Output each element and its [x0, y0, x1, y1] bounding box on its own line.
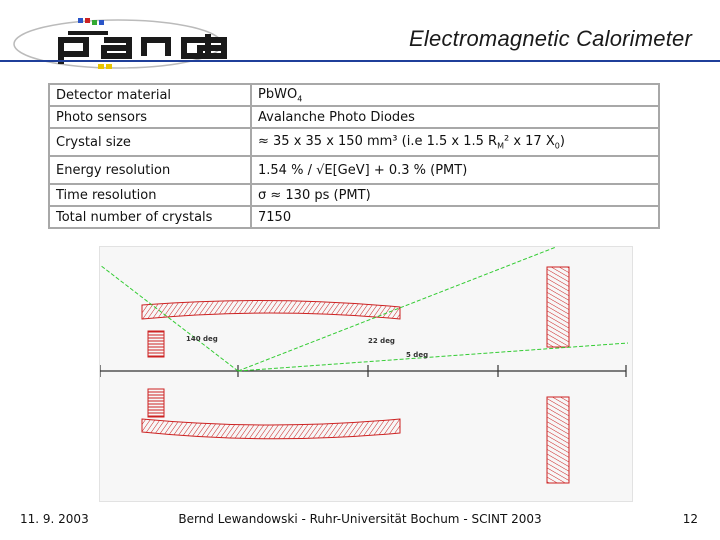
header-rule [0, 60, 720, 62]
row-label: Detector material [49, 84, 251, 106]
backward-endcap-upper [148, 331, 164, 357]
table-row [49, 184, 659, 206]
barrel-lower [142, 419, 400, 439]
angle-label: 22 deg [368, 337, 395, 345]
table-row [49, 84, 659, 106]
row-value: 1.54 % / √E[GeV] + 0.3 % (PMT) [251, 156, 659, 184]
row-value: 7150 [251, 206, 659, 228]
forward-endcap-upper [547, 267, 569, 347]
table-row [49, 156, 659, 184]
page-number: 12 [682, 512, 698, 526]
backward-endcap-lower [148, 389, 164, 417]
row-value: Avalanche Photo Diodes [251, 106, 659, 128]
logo-text: panda [8, 8, 12, 9]
footer-date: 11. 9. 2003 [20, 512, 89, 526]
panda-logo [8, 8, 238, 72]
row-label: Time resolution [49, 184, 251, 206]
footer-author: Bernd Lewandowski - Ruhr-Universität Bochum - SCINT 2003 [178, 512, 542, 526]
row-label: Crystal size [49, 128, 251, 156]
angle-label: 5 deg [406, 351, 429, 359]
barrel-upper [142, 300, 400, 319]
calorimeter-geometry-figure [99, 246, 633, 502]
row-label: Photo sensors [49, 106, 251, 128]
row-label: Energy resolution [49, 156, 251, 184]
row-value: PbWO$_4$ [251, 84, 659, 106]
forward-endcap-lower [547, 397, 569, 483]
row-value: ≈ 35 x 35 x 150 mm³ (i.e 1.5 x 1.5 $R_M^2$ x 17 $X_0$) [251, 128, 659, 156]
row-value: σ ≈ 130 ps (PMT) [251, 184, 659, 206]
table-row [49, 106, 659, 128]
angle-label: 140 deg [186, 335, 218, 343]
slide-title: Electromagnetic Calorimeter [409, 26, 692, 51]
calorimeter-properties-table [48, 83, 660, 229]
row-label: Total number of crystals [49, 206, 251, 228]
table-row [49, 128, 659, 156]
table-row [49, 206, 659, 228]
